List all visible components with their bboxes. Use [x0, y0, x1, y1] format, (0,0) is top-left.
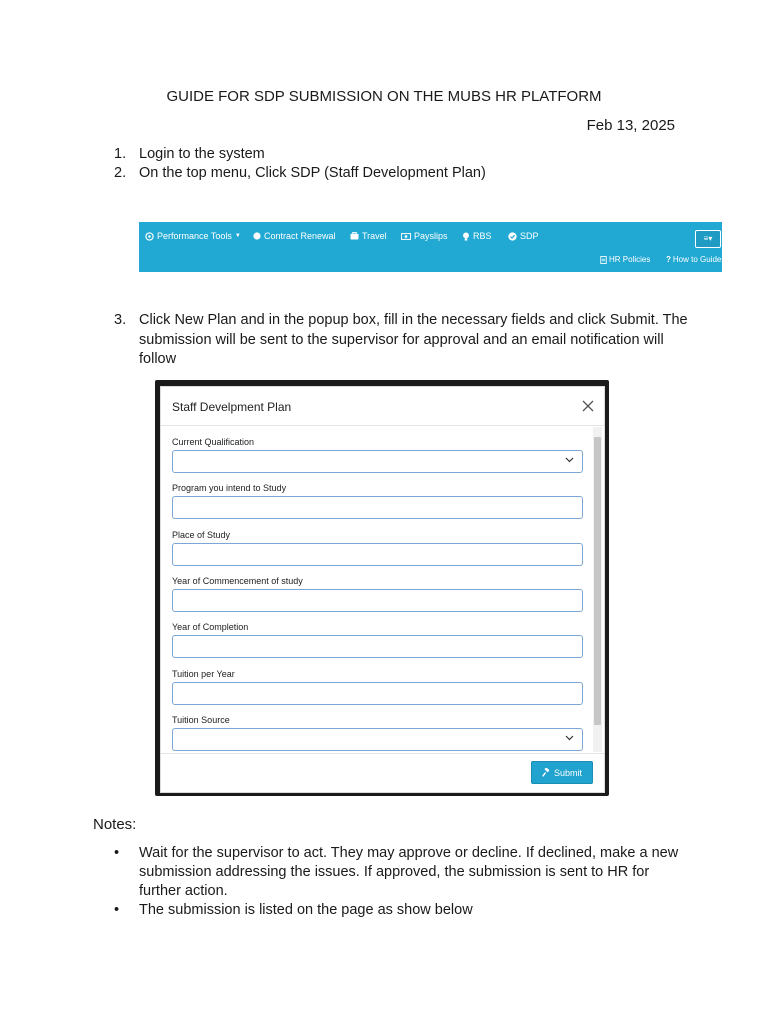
note-text: The submission is listed on the page as show below — [139, 902, 473, 918]
year-of-completion-input[interactable] — [172, 635, 583, 658]
year-of-commencement-input[interactable] — [172, 589, 583, 612]
nav-rbs[interactable] — [462, 231, 492, 241]
field-label: Year of Completion — [172, 622, 249, 632]
step-number: 1. — [114, 146, 127, 162]
scrollbar-thumb[interactable] — [594, 437, 601, 725]
tuition-per-year-input[interactable] — [172, 682, 583, 705]
document-title: GUIDE FOR SDP SUBMISSION ON THE MUBS HR PLATFORM — [166, 88, 602, 105]
navbar-screenshot — [139, 222, 726, 272]
nav-travel[interactable] — [350, 231, 387, 241]
modal-header-divider — [161, 425, 604, 426]
note-text: Wait for the supervisor to act. They may approve or decline. If declined, make a new submission addressing the issues. If approved, the submission is sent to HR for further action. — [139, 845, 679, 899]
step-text: Click New Plan and in the popup box, fill in the necessary fields and click Submit. The submission will be sent to the supervisor for approval and an email notification will follow — [139, 312, 688, 367]
nav-label: Contract Renewal — [264, 231, 336, 241]
modal-footer-divider — [161, 753, 604, 754]
bullet-marker: • — [114, 902, 120, 918]
nav-label: HR Policies — [609, 255, 651, 264]
field-label: Year of Commencement of study — [172, 576, 303, 586]
nav-how-to-guides[interactable] — [666, 255, 725, 264]
notes-heading: Notes: — [93, 816, 137, 833]
document-date: Feb 13, 2025 — [586, 117, 675, 134]
document-icon — [600, 256, 607, 264]
place-of-study-input[interactable] — [172, 543, 583, 566]
chevron-down-icon — [565, 457, 574, 463]
field-label: Tuition per Year — [172, 669, 235, 679]
nav-label: Performance Tools — [157, 231, 232, 241]
program-to-study-input[interactable] — [172, 496, 583, 519]
tuition-source-select[interactable] — [172, 728, 583, 751]
submit-label: Submit — [553, 767, 582, 778]
question-icon: ? — [666, 255, 671, 264]
bullet-marker: • — [114, 845, 120, 861]
step-text: On the top menu, Click SDP (Staff Development Plan) — [139, 165, 486, 181]
nav-sdp[interactable] — [508, 231, 539, 241]
circle-icon — [253, 232, 261, 240]
briefcase-icon — [350, 232, 359, 240]
nav-contract-renewal[interactable] — [253, 231, 336, 241]
check-circle-icon — [508, 232, 517, 241]
nav-label: SDP — [520, 231, 539, 241]
staff-development-plan-modal — [160, 386, 605, 793]
nav-performance-tools[interactable] — [145, 231, 241, 241]
gauge-icon — [145, 232, 154, 241]
nav-label: Travel — [362, 231, 387, 241]
field-label: Program you intend to Study — [172, 483, 287, 493]
close-icon[interactable] — [581, 399, 595, 413]
nav-hr-policies[interactable] — [600, 255, 650, 264]
field-label: Place of Study — [172, 530, 231, 540]
nav-label: How to Guides — [672, 255, 726, 264]
field-label: Tuition Source — [172, 715, 230, 725]
step-number: 3. — [114, 312, 127, 328]
caret-down-icon: ▼ — [234, 233, 241, 239]
gavel-icon — [542, 768, 551, 777]
modal-title: Staff Develpment Plan — [172, 400, 292, 414]
money-icon — [401, 233, 411, 240]
nav-label: Payslips — [414, 231, 448, 241]
nav-payslips[interactable] — [401, 231, 448, 241]
lightbulb-icon — [462, 232, 470, 241]
step-text: Login to the system — [139, 146, 265, 162]
submit-button[interactable] — [531, 761, 593, 784]
chevron-down-icon — [565, 735, 574, 741]
step-number: 2. — [114, 165, 127, 181]
current-qualification-select[interactable] — [172, 450, 583, 473]
field-label: Current Qualification — [172, 437, 255, 447]
nav-label: RBS — [473, 231, 492, 241]
menu-toggle-button[interactable]: ≡▾ — [695, 230, 721, 248]
